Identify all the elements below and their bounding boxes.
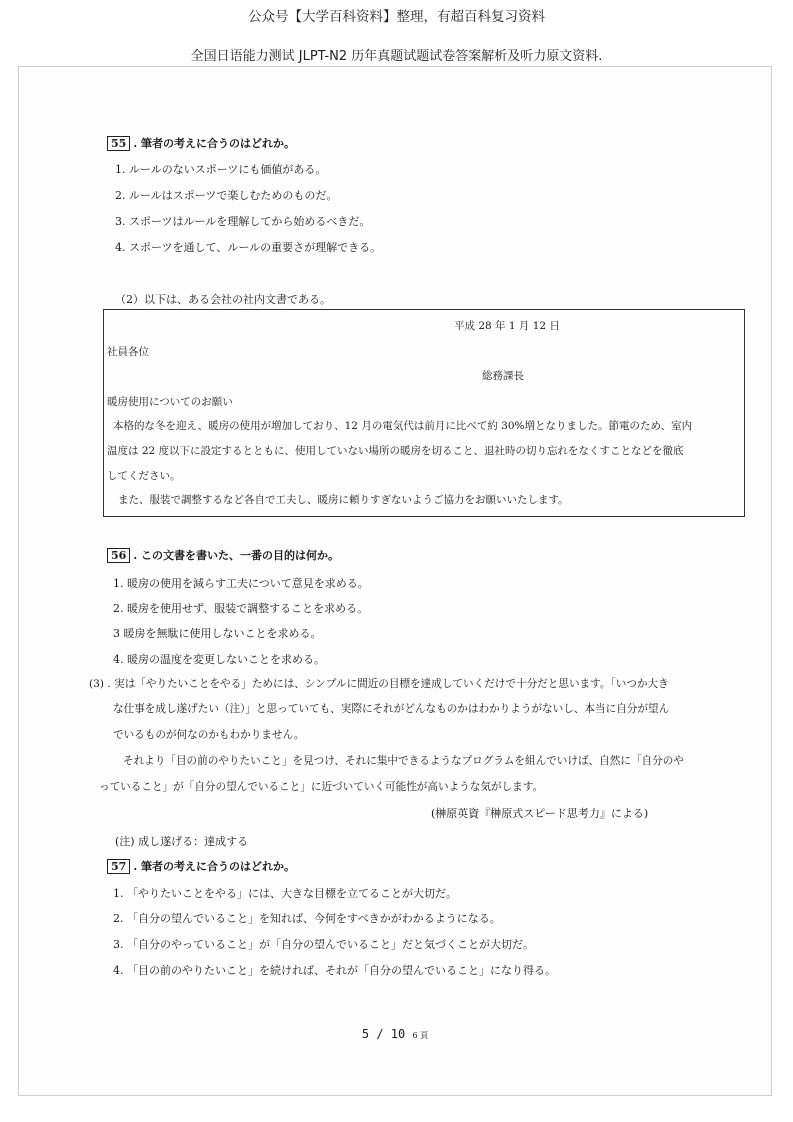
q57-option-2: 2. 「自分の望んでいること」を知れば、今何をすべきかがわかるようになる。 <box>113 912 501 925</box>
memo-box <box>103 309 745 517</box>
question-56-text: . この文書を書いた、一番の目的は何か。 <box>133 549 339 562</box>
memo-date: 平成 28 年 1 月 12 日 <box>454 320 560 332</box>
passage-source: (榊原英資『榊原式スピード思考力』による) <box>431 807 649 820</box>
scanned-page <box>18 66 772 1096</box>
question-57-text: . 筆者の考えに合うのはどれか。 <box>133 860 295 873</box>
q56-option-3: 3 暖房を無駄に使用しないことを求める。 <box>113 627 322 640</box>
passage-3-line-5: っていること」が「自分の望んでいること」に近づいていく可能性が高いような気がします。 <box>99 781 544 793</box>
q55-option-3: 3. スポーツはルールを理解してから始めるべきだ。 <box>115 215 371 228</box>
passage-3-line-2: な仕事を成し遂げたい（注）」と思っていても、実際にそれがどんなものかはわかりようがないし、本当に自分が望ん <box>113 703 670 715</box>
q55-option-1: 1. ルールのないスポーツにも価値がある。 <box>115 163 327 176</box>
q56-option-1: 1. 暖房の使用を減らす工夫について意見を求める。 <box>113 577 369 590</box>
memo-sender: 総務課長 <box>482 370 524 382</box>
header-line-1: 公众号【大学百科资料】整理，有超百科复习资料 <box>248 9 545 25</box>
q57-option-1: 1. 「やりたいことをやる」には、大きな目標を立てることが大切だ。 <box>113 887 457 900</box>
q57-option-3: 3. 「自分のやっていること」が「自分の望んでいること」だと気づくことが大切だ。 <box>113 938 534 951</box>
memo-subject: 暖房使用についてのお願い <box>107 396 233 408</box>
section-2-intro: （2）以下は、ある会社の社内文書である。 <box>115 293 331 306</box>
question-number-56: 56 <box>107 548 130 563</box>
question-55 <box>107 135 295 151</box>
memo-body-line-3: してください。 <box>107 470 181 482</box>
memo-body-line-4: また、服装で調整するなど各自で工夫し、暖房に頼りすぎないようご協力をお願いいたします。 <box>118 494 569 506</box>
page-number <box>19 1027 771 1041</box>
question-number-57: 57 <box>107 859 130 874</box>
question-57 <box>107 858 295 874</box>
scan-page-label: 6 頁 <box>412 1031 429 1040</box>
passage-3-line-4: それより「目の前のやりたいこと」を見つけ、それに集中できるようなプログラムを組んでいけば、自然に「自分のや <box>123 755 684 767</box>
q57-option-4: 4. 「目の前のやりたいこと」を続ければ、それが「自分の望んでいること」になり得る。 <box>113 964 556 977</box>
q55-option-4: 4. スポーツを通して、ルールの重要さが理解できる。 <box>115 241 382 254</box>
question-55-text: . 筆者の考えに合うのはどれか。 <box>133 137 295 150</box>
passage-3-line-3: でいるものが何なのかもわかりません。 <box>113 729 305 741</box>
memo-body-line-1: 本格的な冬を迎え、暖房の使用が増加しており、12 月の電気代は前月に比べて約 30%増となりました。節電のため、室内 <box>113 420 693 432</box>
q55-option-2: 2. ルールはスポーツで楽しむためのものだ。 <box>115 189 338 202</box>
q56-option-4: 4. 暖房の温度を変更しないことを求める。 <box>113 653 325 666</box>
passage-3-line-1: (3) . 実は「やりたいことをやる」ためには、シンプルに間近の目標を達成していくだけで十分だと思います。「いつか大き <box>89 678 669 690</box>
page-counter: 5 / 10 <box>361 1027 406 1041</box>
header-line-2: 全国日语能力测试 JLPT-N2 历年真题试题试卷答案解析及听力原文资料. <box>190 49 603 64</box>
passage-note: (注) 成し遂げる：達成する <box>115 835 249 848</box>
question-number-55: 55 <box>107 136 130 151</box>
memo-recipient: 社員各位 <box>107 346 149 358</box>
question-56 <box>107 547 339 563</box>
q56-option-2: 2. 暖房を使用せず、服装で調整することを求める。 <box>113 602 369 615</box>
memo-body-line-2: 温度は 22 度以下に設定するとともに、使用していない場所の暖房を切ること、退社時の切り忘れをなくすことなどを徹底 <box>107 445 684 457</box>
